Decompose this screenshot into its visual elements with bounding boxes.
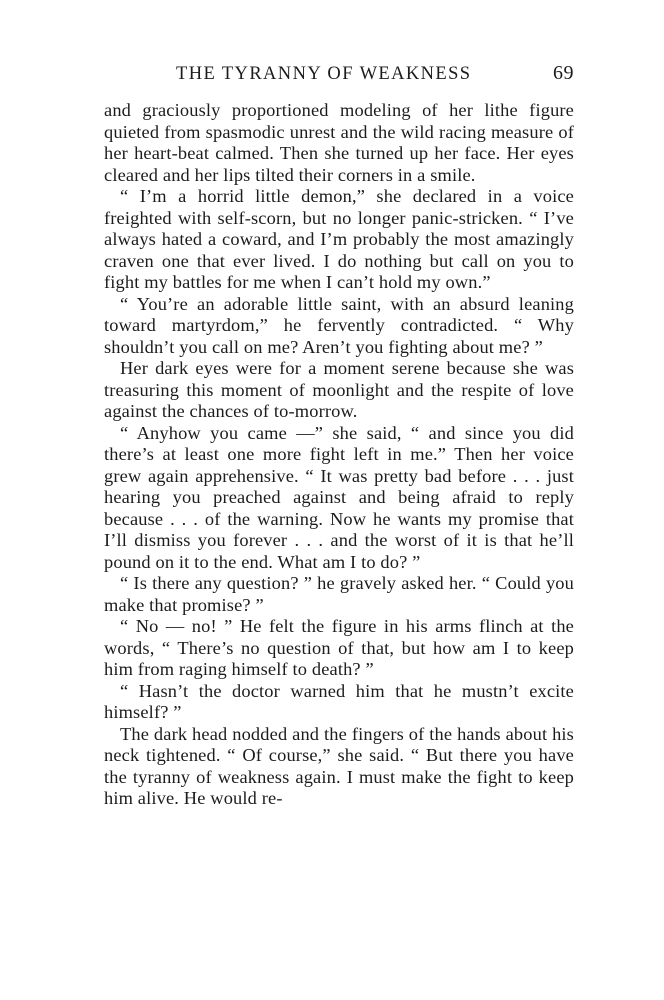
paragraph: Her dark eyes were for a moment serene because she was treasuring this moment of moonlight and the respite of love against the chances of to-morrow.: [104, 358, 574, 421]
page-number: 69: [553, 62, 574, 84]
paragraph: “ I’m a horrid little demon,” she declared in a voice freighted with self-scorn, but no longer panic-stricken. “ I’ve always hated a coward, and I’m probably the most amazingly craven one that ever lived. I do nothing but call on you to fight my battles for me when I can’t hold my own.”: [104, 186, 574, 292]
paragraph: “ No — no! ” He felt the figure in his arms flinch at the words, “ There’s no question of that, but how am I to keep him from raging himself to death? ”: [104, 616, 574, 679]
running-title: THE TYRANNY OF WEAKNESS: [176, 64, 472, 84]
running-header: [176, 62, 574, 90]
paragraph: “ Is there any question? ” he gravely asked her. “ Could you make that promise? ”: [104, 573, 574, 615]
paragraph-continuation: and graciously proportioned modeling of her lithe figure quieted from spasmodic unrest and the wild racing measure of her heart-beat calmed. Then she turned up her face. Her eyes cleared and her lips tilted their corners in a smile.: [104, 100, 574, 185]
book-page: [104, 62, 574, 810]
paragraph: “ Hasn’t the doctor warned him that he mustn’t excite himself? ”: [104, 680, 574, 722]
paragraph: “ You’re an adorable little saint, with an absurd leaning toward martyrdom,” he fervently contradicted. “ Why shouldn’t you call on me? Aren’t you fighting about me? ”: [104, 293, 574, 357]
paragraph: “ Anyhow you came —” she said, “ and since you did there’s at least one more fight left in me.” Then her voice grew again apprehensive. “ It was pretty bad before . . . just hearing you preached against and being afraid to reply because . . . of the warning. Now he wants my promise that I’ll dismiss you forever . . . and the worst of it is that he’ll pound on it to the end. What am I to do? ”: [104, 422, 574, 572]
body-text: [104, 100, 574, 810]
paragraph: The dark head nodded and the fingers of the hands about his neck tightened. “ Of course,” she said. “ But there you have the tyranny of weakness again. I must make the fight to keep him alive. He would re-: [104, 723, 574, 808]
